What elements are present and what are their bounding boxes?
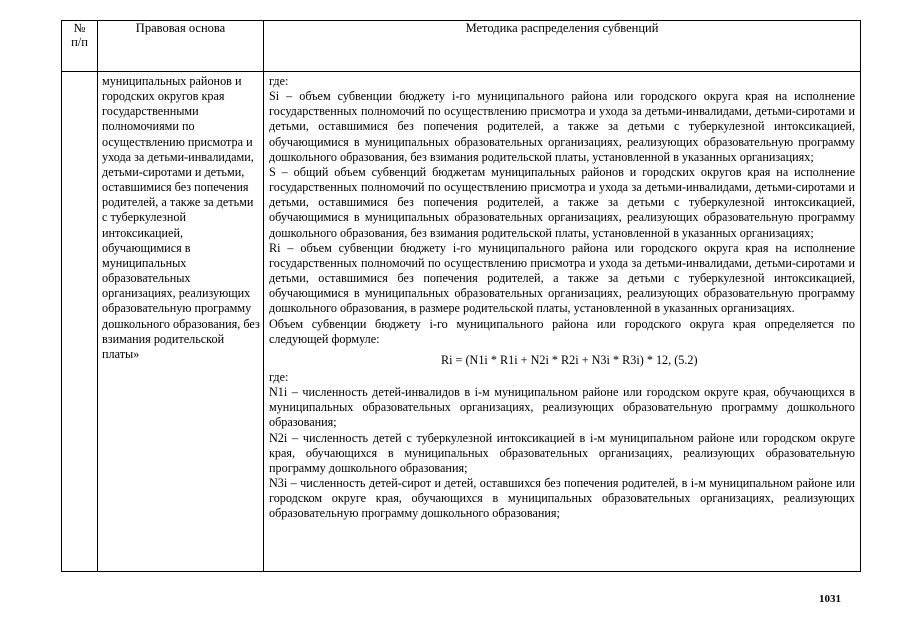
header-number-line2: п/п	[71, 35, 88, 49]
page-number: 1031	[819, 593, 841, 605]
header-methodology: Методика распределения субвенций	[264, 21, 861, 72]
methodology-cell	[264, 72, 861, 572]
legal-basis-cell: муниципальных районов и городских округов края государственными полномочиями по осуществлению присмотра и ухода за детьми-инвалидами, детьми-сиротами и детьми, оставшимися без попечения родителей, а также за детьми с туберкулезной интоксикацией, обучающимися в муниципальных образовательных организациях, реализующих образовательную программу дошкольного образования, без взимания родительской платы»	[98, 72, 264, 572]
paragraph-s: S – общий объем субвенций бюджетам муниципальных районов и городских округов края на исполнение государственных полномочий по осуществлению присмотра и ухода за детьми-инвалидами, детьми-сиротами и детьми, оставшимися без попечения родителей, а также за детьми с туберкулезной интоксикацией, обучающимися в муниципальных образовательных организациях, реализующих образовательную программу дошкольного образования, без взимания родительской платы, установленной в указанных организациях;	[269, 164, 855, 240]
paragraph-n1i: N1i – численность детей-инвалидов в i-м муниципальном районе или городском округе края, обучающихся в муниципальных образовательных организациях, реализующих образовательную программу дошкольного образования;	[269, 385, 855, 430]
paragraph-where-2: где:	[269, 369, 289, 384]
paragraph-where: где:	[269, 74, 289, 88]
paragraph-n2i: N2i – численность детей с туберкулезной интоксикацией в i-м муниципальном районе или городском округе края, обучающихся в муниципальных образовательных организациях, реализующих образовательную программу дошкольного образования;	[269, 430, 855, 475]
paragraph-si: Si – объем субвенции бюджету i-го муниципального района или городского округа края на исполнение государственных полномочий по осуществлению присмотра и ухода за детьми-инвалидами, детьми-сиротами и детьми, оставшимися без попечения родителей, а также за детьми с туберкулезной интоксикацией, обучающимися в муниципальных образовательных организациях, реализующих образовательную программу дошкольного образования, без взимания родительской платы, установленной в указанных организациях;	[269, 89, 855, 164]
formula: Ri = (N1i * R1i + N2i * R2i + N3i * R3i) * 12, (5.2)	[441, 352, 698, 367]
paragraph-n3i: N3i – численность детей-сирот и детей, оставшихся без попечения родителей, в i-м муниципальном районе или городском округе края, обучающихся в муниципальных образовательных организациях, реализующих образовательную программу дошкольного образования;	[269, 476, 855, 521]
table-header-row	[62, 21, 861, 72]
distribution-table	[61, 20, 861, 572]
row-number-cell	[62, 72, 98, 572]
paragraph-formula-intro: Объем субвенции бюджету i-го муниципального района или городского округа края определяется по следующей формуле:	[269, 316, 855, 346]
table-row	[62, 72, 861, 572]
paragraph-ri: Ri – объем субвенции бюджету i-го муниципального района или городского округа края на исполнение государственных полномочий по осуществлению присмотра и ухода за детьми-инвалидами, детьми-сиротами и детьми, оставшимися без попечения родителей, а также за детьми с туберкулезной интоксикацией, обучающимися в муниципальных образовательных организациях, реализующих образовательную программу дошкольного образования, в размере родительской платы, установленной в указанных организациях.	[269, 240, 855, 316]
header-number	[62, 21, 98, 72]
header-legal-basis: Правовая основа	[98, 21, 264, 72]
header-number-line1: №	[73, 21, 86, 35]
